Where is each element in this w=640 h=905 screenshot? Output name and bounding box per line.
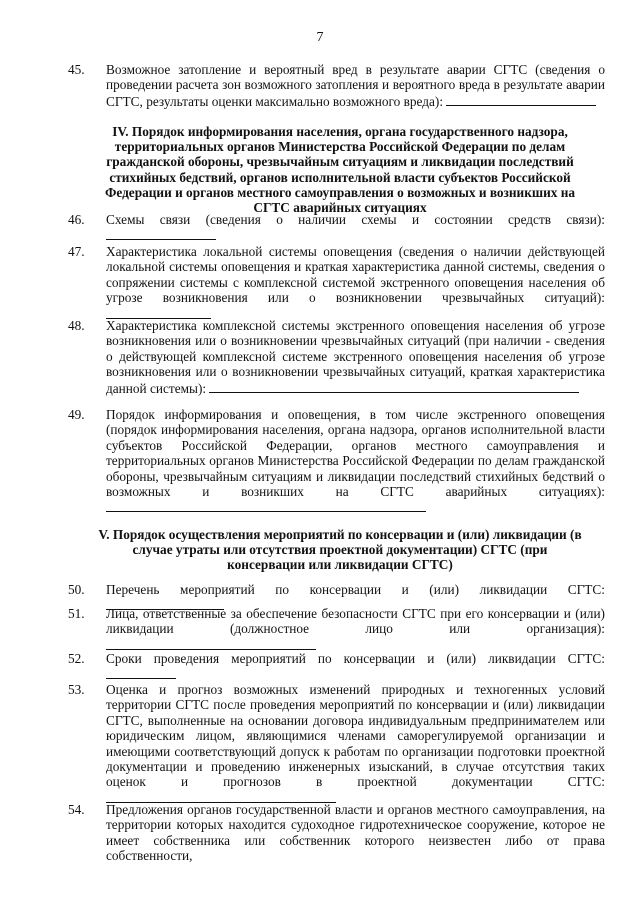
item-text: Оценка и прогноз возможных изменений природных и техногенных условий территории СГТС после проведения мероприятий по консервации и (или) ликвидации СГТС, выполненные на основании договора индивидуальным предпринимателем или юридическим лицом, являющимися членами саморегулируемой организации и имеющими соответствующий допуск к работам по организации подготовки проектной документации и проведению инженерных изысканий, в случае отсутствия таких оценок и прогнозов в проектной документации СГТС:: [106, 682, 605, 790]
item-text: Предложения органов государственной власти и органов местного самоуправления, на территории которых находится судоходное гидротехническое сооружение, которое не имеет собственника или собственник которого неизвестен либо от права собственности,: [106, 802, 605, 864]
fill-in-line[interactable]: [106, 666, 176, 679]
item-47: [68, 244, 605, 322]
item-53: [68, 682, 605, 806]
item-text: Порядок информирования и оповещения, в том числе экстренного оповещения (порядок информирования населения, органа надзора, органов исполнительной власти субъектов Российской Федерации, органов местного самоуправления и территориальных органов Министерства Российской Федерации по делам гражданской обороны, чрезвычайным ситуациям и ликвидации последствий стихийных бедствий о возможных и возникших на СГТС аварийных ситуациях):: [106, 407, 605, 500]
fill-in-line[interactable]: [106, 637, 316, 650]
item-number: 51.: [68, 606, 85, 621]
section-heading-iv: IV. Порядок информирования населения, органа государственного надзора, территориальных органов Министерства Российской Федерации по делам гражданской обороны, чрезвычайным ситуациям и ликвидации последствий стихийных бедствий, органов исполнительной власти субъектов Российской Федерации и органов местного самоуправления о возможных и возникших на СГТС аварийных ситуациях: [104, 124, 576, 216]
fill-in-line[interactable]: [106, 227, 216, 240]
item-number: 48.: [68, 318, 85, 333]
item-54: [68, 802, 605, 864]
item-number: 49.: [68, 407, 85, 422]
item-number: 50.: [68, 582, 85, 597]
item-49: [68, 407, 605, 516]
item-number: 47.: [68, 244, 85, 259]
item-text: Сроки проведения мероприятий по консервации и (или) ликвидации СГТС:: [106, 651, 605, 666]
item-51: [68, 606, 605, 653]
fill-in-line[interactable]: [209, 380, 579, 393]
fill-in-line[interactable]: [106, 790, 336, 803]
section-heading-v: V. Порядок осуществления мероприятий по консервации и (или) ликвидации (в случае утраты или отсутствия проектной документации) СГТС (при консервации или ликвидации СГТС): [98, 527, 582, 573]
item-text: Перечень мероприятий по консервации и (или) ликвидации СГТС:: [106, 582, 605, 597]
item-text: Лица, ответственные за обеспечение безопасности СГТС при его консервации и (или) ликвидации (должностное лицо или организация):: [106, 606, 605, 637]
item-number: 53.: [68, 682, 85, 697]
item-number: 54.: [68, 802, 85, 817]
item-number: 46.: [68, 212, 85, 227]
item-number: 45.: [68, 62, 85, 77]
fill-in-line[interactable]: [106, 306, 211, 319]
item-text: Возможное затопление и вероятный вред в результате аварии СГТС (сведения о проведении расчета зон возможного затопления и вероятного вреда в результате аварии СГТС, результаты оценки максимально возможного вреда):: [106, 62, 605, 109]
item-number: 52.: [68, 651, 85, 666]
item-48: [68, 318, 605, 396]
fill-in-line[interactable]: [446, 93, 596, 106]
fill-in-line[interactable]: [106, 499, 426, 512]
page-number: 7: [316, 30, 324, 45]
item-46: [68, 212, 605, 244]
item-45: [68, 62, 605, 109]
item-text: Характеристика локальной системы оповещения (сведения о наличии действующей локальной системы оповещения и краткая характеристика данной системы, сведения о сопряжении системы с комплексной системой экстренного оповещения населения об угрозе возникновения или о возникновении чрезвычайных ситуаций):: [106, 244, 605, 306]
item-52: [68, 651, 605, 683]
item-text: Характеристика комплексной системы экстренного оповещения населения об угрозе возникновения или о возникновении чрезвычайных ситуаций (при наличии - сведения о действующей комплексной системе экстренного оповещения населения об угрозе возникновения или о возникновении чрезвычайных ситуаций, краткая характеристика данной системы):: [106, 318, 605, 396]
item-text: Схемы связи (сведения о наличии схемы и состоянии средств связи):: [106, 212, 605, 227]
